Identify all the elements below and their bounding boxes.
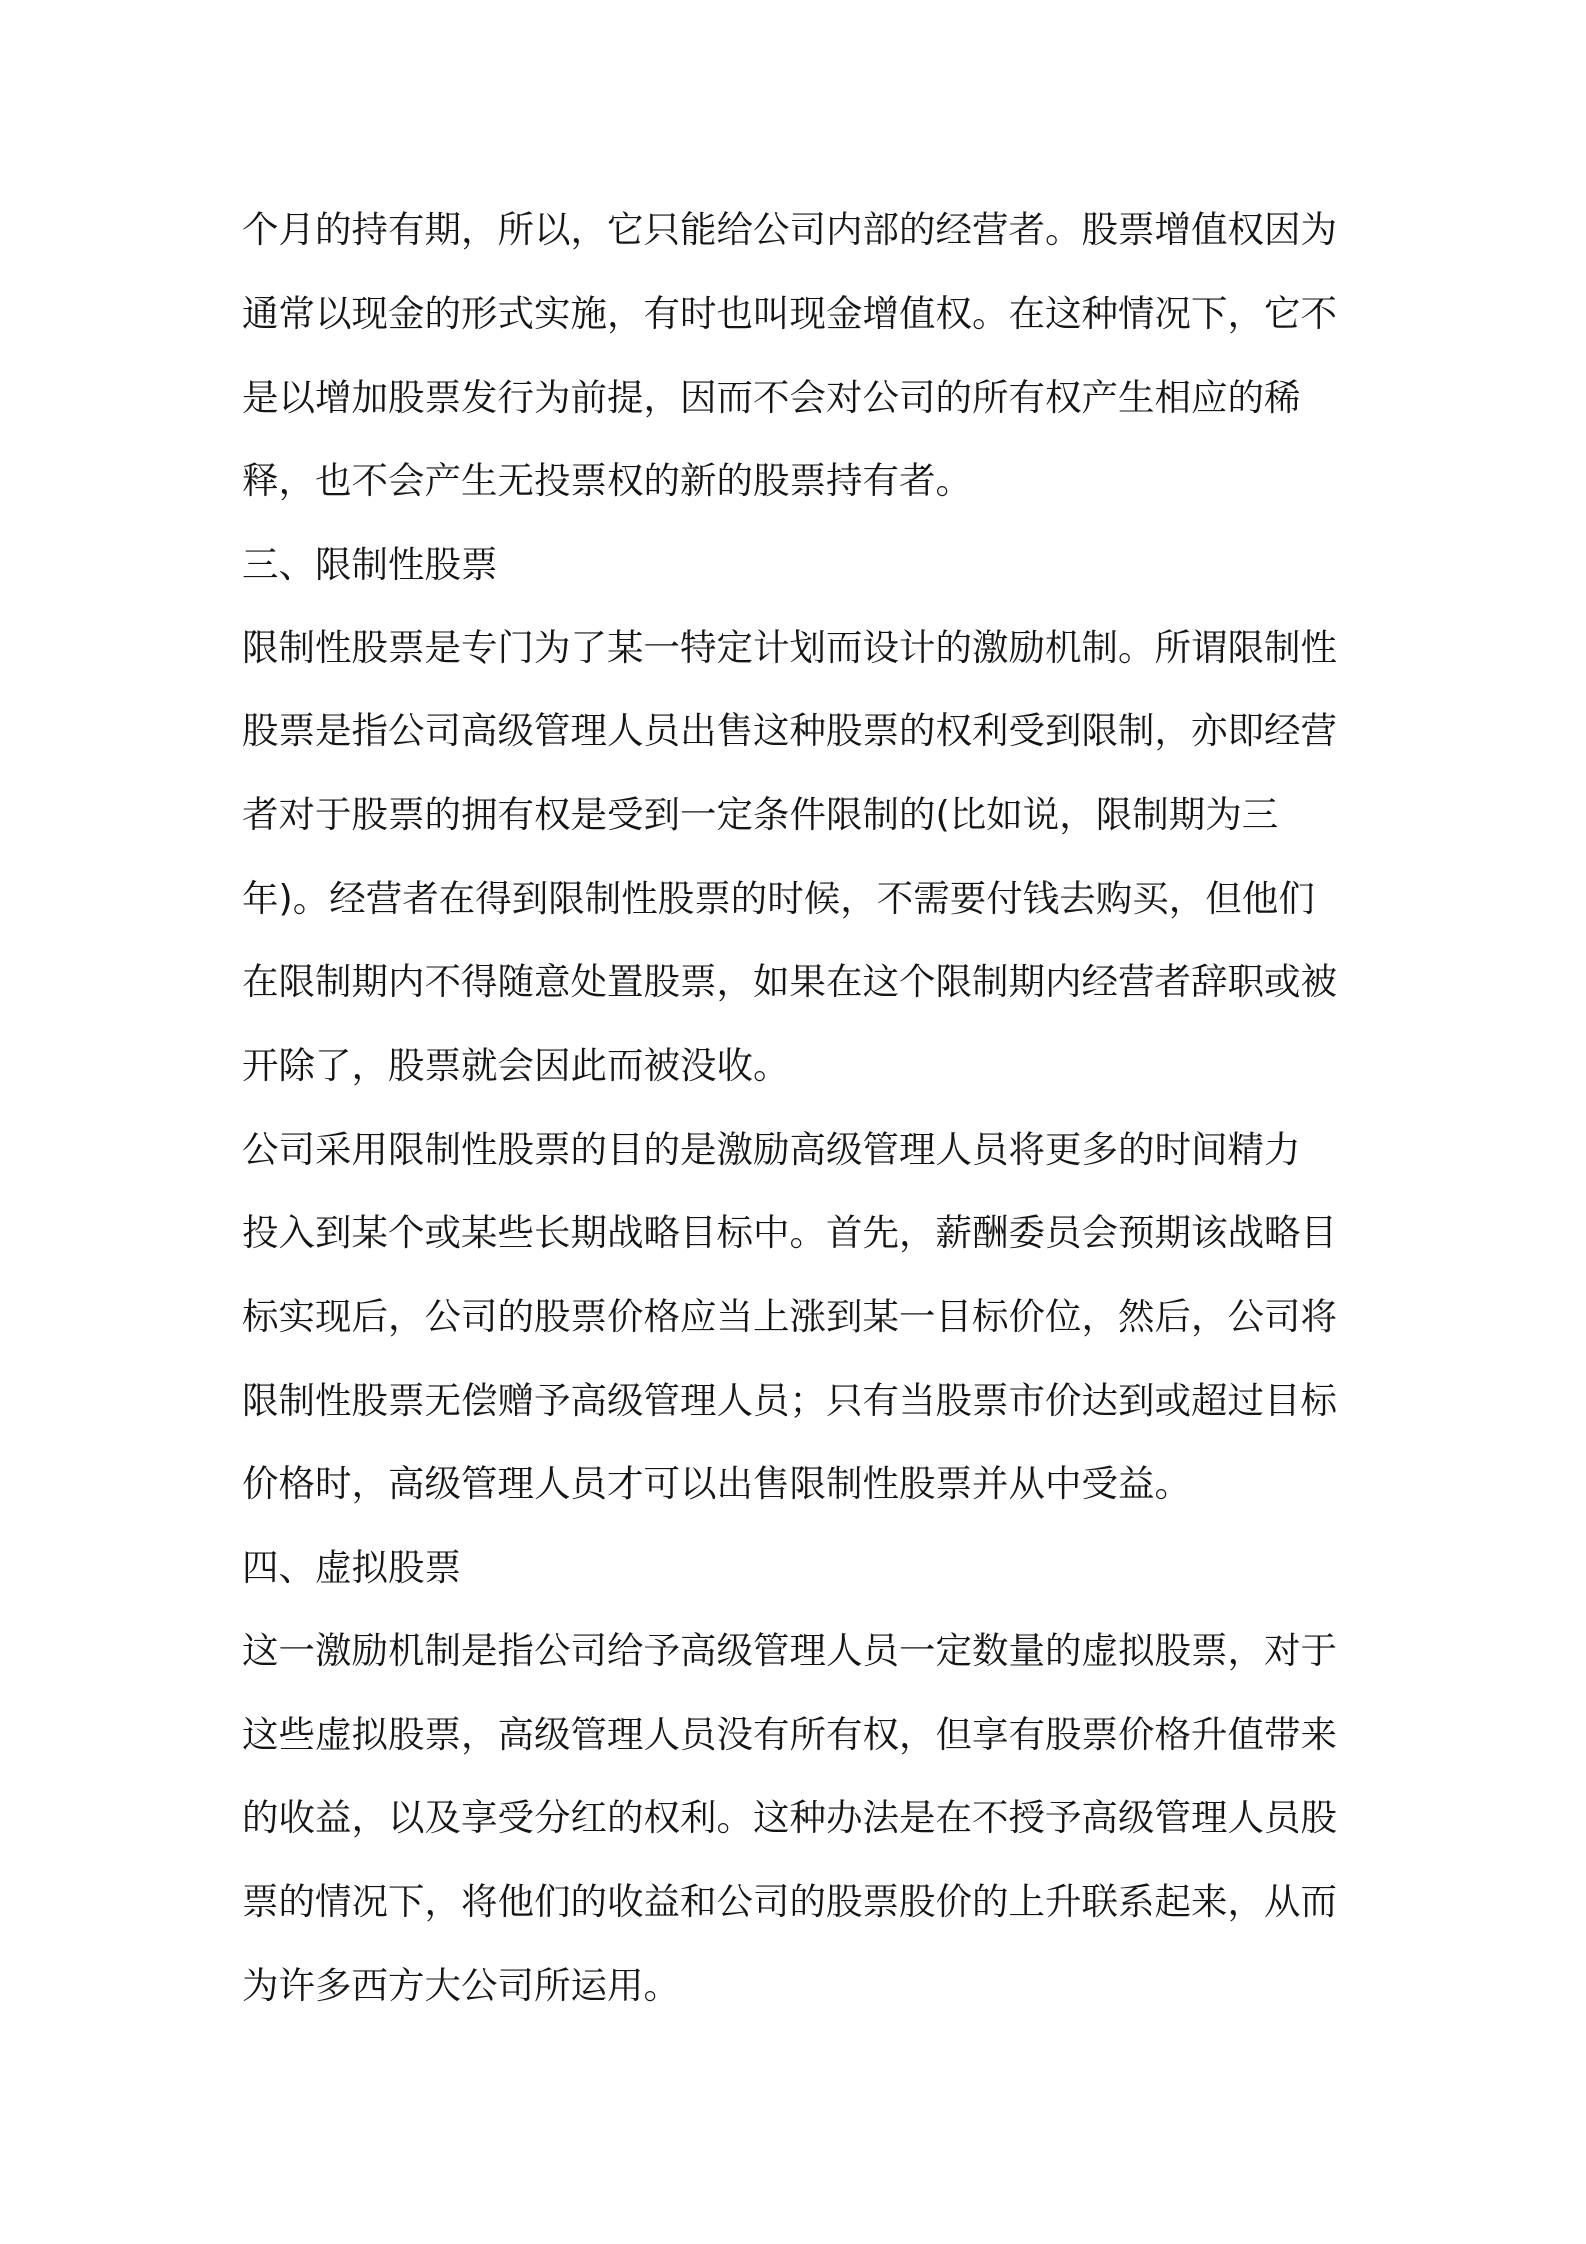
text-line: 限制性股票无偿赠予高级管理人员；只有当股票市价达到或超过目标 [242,1379,1337,1422]
text-line: 这一激励机制是指公司给予高级管理人员一定数量的虚拟股票，对于 [242,1629,1337,1672]
section-heading-virtual-stock: 四、虚拟股票 [242,1546,461,1589]
text-line: 在限制期内不得随意处置股票，如果在这个限制期内经营者辞职或被 [242,960,1337,1003]
text-line: 为许多西方大公司所运用。 [242,1964,680,2007]
text-line: 票的情况下，将他们的收益和公司的股票股价的上升联系起来，从而 [242,1880,1337,1923]
text-line: 个月的持有期，所以，它只能给公司内部的经营者。股票增值权因为 [242,208,1337,251]
text-line: 释，也不会产生无投票权的新的股票持有者。 [242,459,972,502]
text-line: 限制性股票是专门为了某一特定计划而设计的激励机制。所谓限制性 [242,626,1337,669]
text-line: 的收益，以及享受分红的权利。这种办法是在不授予高级管理人员股 [242,1796,1337,1839]
text-line: 公司采用限制性股票的目的是激励高级管理人员将更多的时间精力 [242,1128,1301,1171]
text-line: 这些虚拟股票，高级管理人员没有所有权，但享有股票价格升值带来 [242,1713,1337,1756]
text-line: 投入到某个或某些长期战略目标中。首先，薪酬委员会预期该战略目 [242,1211,1337,1254]
text-line: 通常以现金的形式实施，有时也叫现金增值权。在这种情况下，它不 [242,292,1337,335]
text-line: 年)。经营者在得到限制性股票的时候，不需要付钱去购买，但他们 [242,877,1315,920]
text-line: 股票是指公司高级管理人员出售这种股票的权利受到限制，亦即经营 [242,709,1337,752]
section-heading-restricted-stock: 三、限制性股票 [242,543,498,586]
text-line: 者对于股票的拥有权是受到一定条件限制的(比如说，限制期为三 [242,793,1279,836]
text-line: 是以增加股票发行为前提，因而不会对公司的所有权产生相应的稀 [242,376,1301,419]
text-line: 开除了，股票就会因此而被没收。 [242,1044,790,1087]
text-line: 价格时，高级管理人员才可以出售限制性股票并从中受益。 [242,1462,1191,1505]
text-line: 标实现后，公司的股票价格应当上涨到某一目标价位，然后，公司将 [242,1295,1337,1338]
